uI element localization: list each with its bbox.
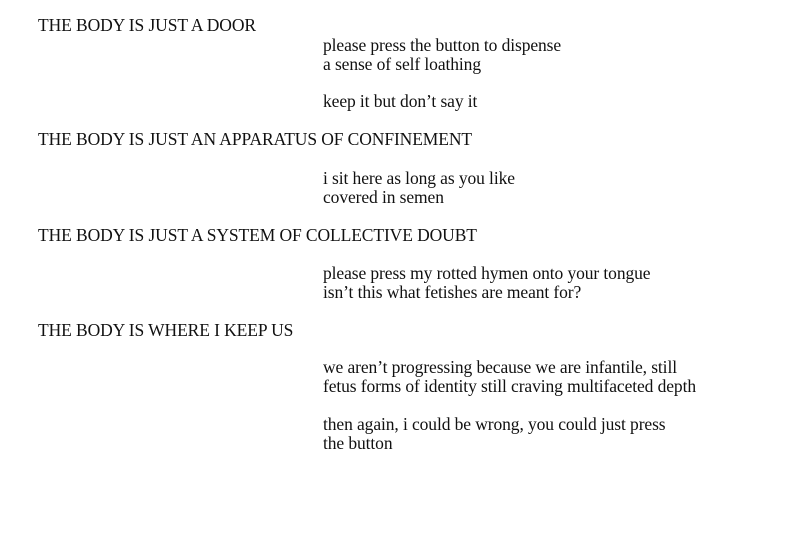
verse-line: i sit here as long as you like [323,168,515,188]
verse-line: covered in semen [323,187,444,207]
verse-line: isn’t this what fetishes are meant for? [323,282,582,302]
verse-line: a sense of self loathing [323,54,481,74]
verse-line: keep it but don’t say it [323,91,478,111]
poem-heading: THE BODY IS JUST A DOOR [38,15,256,35]
poem-heading: THE BODY IS JUST AN APPARATUS OF CONFINEMENT [38,129,472,149]
verse-line: fetus forms of identity still craving multifaceted depth [323,376,696,396]
verse-line: please press my rotted hymen onto your tongue [323,263,651,283]
verse-line: please press the button to dispense [323,35,562,55]
verse-line: then again, i could be wrong, you could just press [323,414,666,434]
verse-line: the button [323,433,393,453]
verse-line: we aren’t progressing because we are infantile, still [323,357,677,377]
poem-heading: THE BODY IS WHERE I KEEP US [38,320,294,340]
poem-heading: THE BODY IS JUST A SYSTEM OF COLLECTIVE DOUBT [38,225,477,245]
